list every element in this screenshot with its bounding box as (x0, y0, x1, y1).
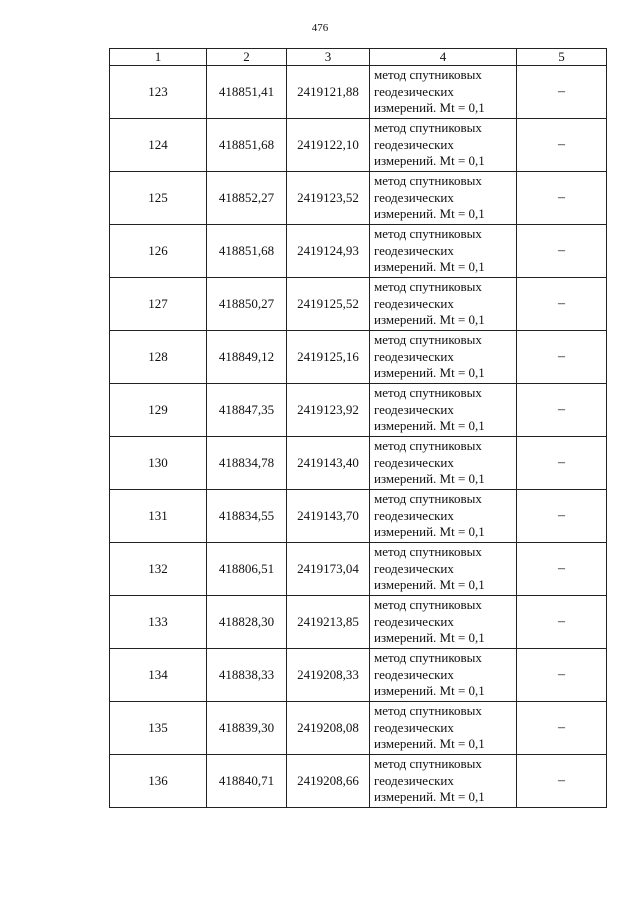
method-line: измерений. Mt = 0,1 (374, 630, 485, 646)
method-cell (370, 702, 517, 755)
table-row (110, 119, 607, 172)
method-line: геодезических (374, 560, 454, 576)
table-header-row (110, 49, 607, 66)
method-line: геодезических (374, 136, 454, 152)
method-line: измерений. Mt = 0,1 (374, 683, 485, 699)
point-number-cell: 125 (110, 172, 207, 225)
method-cell (370, 437, 517, 490)
note-cell: – (517, 172, 607, 225)
method-line: измерений. Mt = 0,1 (374, 471, 485, 487)
point-number-cell: 132 (110, 543, 207, 596)
method-line: метод спутниковых (374, 438, 482, 454)
table-row (110, 649, 607, 702)
point-number-cell: 123 (110, 66, 207, 119)
method-cell (370, 225, 517, 278)
method-line: метод спутниковых (374, 67, 482, 83)
method-cell (370, 66, 517, 119)
y-coordinate-cell: 2419173,04 (287, 543, 370, 596)
method-line: метод спутниковых (374, 650, 482, 666)
point-number-cell: 133 (110, 596, 207, 649)
method-line: геодезических (374, 454, 454, 470)
method-line: метод спутниковых (374, 279, 482, 295)
method-line: геодезических (374, 666, 454, 682)
x-coordinate-cell: 418851,41 (207, 66, 287, 119)
x-coordinate-cell: 418851,68 (207, 225, 287, 278)
method-line: метод спутниковых (374, 491, 482, 507)
point-number-cell: 130 (110, 437, 207, 490)
method-line: геодезических (374, 242, 454, 258)
header-col-2: 2 (207, 49, 287, 66)
x-coordinate-cell: 418828,30 (207, 596, 287, 649)
table-row (110, 331, 607, 384)
method-cell (370, 490, 517, 543)
method-cell (370, 384, 517, 437)
method-line: измерений. Mt = 0,1 (374, 365, 485, 381)
method-line: геодезических (374, 295, 454, 311)
note-cell: – (517, 384, 607, 437)
point-number-cell: 128 (110, 331, 207, 384)
note-cell: – (517, 649, 607, 702)
table-row (110, 278, 607, 331)
method-line: геодезических (374, 613, 454, 629)
table-row (110, 755, 607, 808)
method-cell (370, 119, 517, 172)
method-line: геодезических (374, 189, 454, 205)
method-line: измерений. Mt = 0,1 (374, 259, 485, 275)
table-body (110, 66, 607, 808)
method-line: метод спутниковых (374, 597, 482, 613)
y-coordinate-cell: 2419124,93 (287, 225, 370, 278)
table-row (110, 702, 607, 755)
y-coordinate-cell: 2419208,33 (287, 649, 370, 702)
point-number-cell: 126 (110, 225, 207, 278)
y-coordinate-cell: 2419213,85 (287, 596, 370, 649)
method-cell (370, 649, 517, 702)
table-row (110, 384, 607, 437)
point-number-cell: 131 (110, 490, 207, 543)
table-row (110, 172, 607, 225)
method-cell (370, 172, 517, 225)
point-number-cell: 134 (110, 649, 207, 702)
note-cell: – (517, 331, 607, 384)
coordinates-table (109, 48, 607, 808)
method-line: измерений. Mt = 0,1 (374, 153, 485, 169)
method-line: измерений. Mt = 0,1 (374, 206, 485, 222)
note-cell: – (517, 596, 607, 649)
y-coordinate-cell: 2419121,88 (287, 66, 370, 119)
x-coordinate-cell: 418834,78 (207, 437, 287, 490)
method-line: измерений. Mt = 0,1 (374, 789, 485, 805)
method-cell (370, 543, 517, 596)
table-row (110, 225, 607, 278)
x-coordinate-cell: 418838,33 (207, 649, 287, 702)
x-coordinate-cell: 418834,55 (207, 490, 287, 543)
method-line: измерений. Mt = 0,1 (374, 577, 485, 593)
note-cell: – (517, 702, 607, 755)
method-line: геодезических (374, 401, 454, 417)
y-coordinate-cell: 2419208,66 (287, 755, 370, 808)
header-col-5: 5 (517, 49, 607, 66)
method-line: геодезических (374, 507, 454, 523)
method-line: измерений. Mt = 0,1 (374, 312, 485, 328)
note-cell: – (517, 437, 607, 490)
table-row (110, 66, 607, 119)
note-cell: – (517, 278, 607, 331)
point-number-cell: 127 (110, 278, 207, 331)
x-coordinate-cell: 418852,27 (207, 172, 287, 225)
table-row (110, 490, 607, 543)
y-coordinate-cell: 2419123,52 (287, 172, 370, 225)
method-line: геодезических (374, 719, 454, 735)
point-number-cell: 136 (110, 755, 207, 808)
x-coordinate-cell: 418806,51 (207, 543, 287, 596)
method-cell (370, 331, 517, 384)
note-cell: – (517, 66, 607, 119)
table-row (110, 543, 607, 596)
table-row (110, 437, 607, 490)
y-coordinate-cell: 2419143,40 (287, 437, 370, 490)
method-cell (370, 596, 517, 649)
page-number: 476 (311, 22, 329, 34)
method-line: геодезических (374, 772, 454, 788)
header-col-3: 3 (287, 49, 370, 66)
method-line: метод спутниковых (374, 173, 482, 189)
header-col-1: 1 (110, 49, 207, 66)
note-cell: – (517, 490, 607, 543)
point-number-cell: 124 (110, 119, 207, 172)
note-cell: – (517, 225, 607, 278)
method-line: геодезических (374, 83, 454, 99)
method-line: измерений. Mt = 0,1 (374, 524, 485, 540)
method-line: измерений. Mt = 0,1 (374, 736, 485, 752)
point-number-cell: 129 (110, 384, 207, 437)
y-coordinate-cell: 2419125,16 (287, 331, 370, 384)
method-line: метод спутниковых (374, 120, 482, 136)
y-coordinate-cell: 2419125,52 (287, 278, 370, 331)
method-line: метод спутниковых (374, 756, 482, 772)
method-line: метод спутниковых (374, 544, 482, 560)
header-col-4: 4 (370, 49, 517, 66)
note-cell: – (517, 755, 607, 808)
x-coordinate-cell: 418840,71 (207, 755, 287, 808)
method-line: метод спутниковых (374, 703, 482, 719)
method-cell (370, 755, 517, 808)
method-line: метод спутниковых (374, 332, 482, 348)
table-row (110, 596, 607, 649)
x-coordinate-cell: 418851,68 (207, 119, 287, 172)
method-line: геодезических (374, 348, 454, 364)
x-coordinate-cell: 418849,12 (207, 331, 287, 384)
y-coordinate-cell: 2419123,92 (287, 384, 370, 437)
method-line: измерений. Mt = 0,1 (374, 100, 485, 116)
x-coordinate-cell: 418850,27 (207, 278, 287, 331)
method-line: метод спутниковых (374, 226, 482, 242)
note-cell: – (517, 543, 607, 596)
x-coordinate-cell: 418839,30 (207, 702, 287, 755)
method-line: измерений. Mt = 0,1 (374, 418, 485, 434)
y-coordinate-cell: 2419143,70 (287, 490, 370, 543)
y-coordinate-cell: 2419122,10 (287, 119, 370, 172)
method-cell (370, 278, 517, 331)
note-cell: – (517, 119, 607, 172)
point-number-cell: 135 (110, 702, 207, 755)
method-line: метод спутниковых (374, 385, 482, 401)
y-coordinate-cell: 2419208,08 (287, 702, 370, 755)
x-coordinate-cell: 418847,35 (207, 384, 287, 437)
